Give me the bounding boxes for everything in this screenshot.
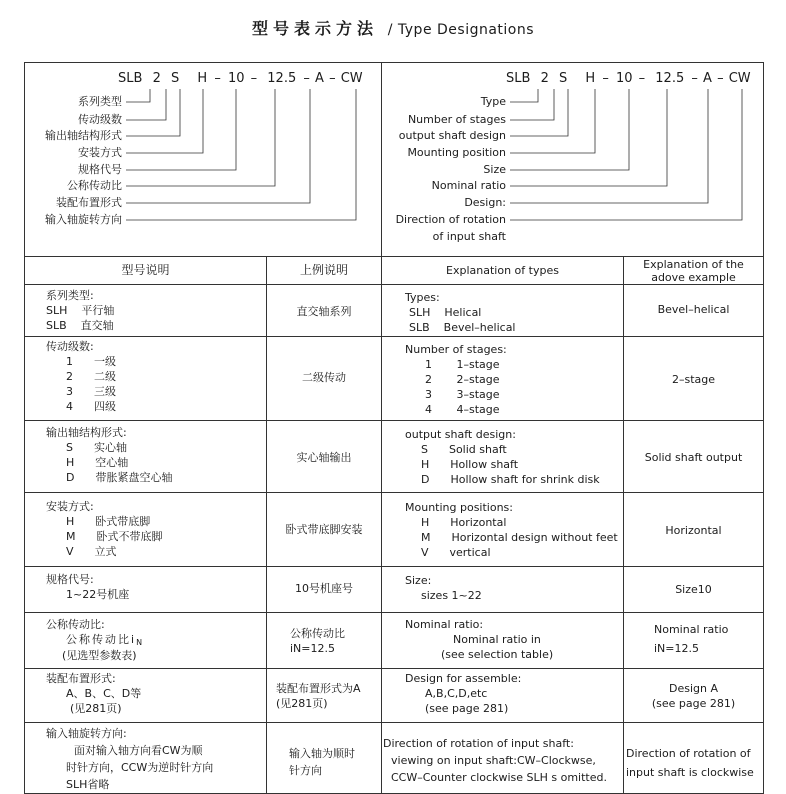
label-zh-type: 系列类型	[78, 95, 122, 108]
row2-zh-line: 2 二级	[66, 370, 116, 383]
row3-zh-desc	[46, 425, 172, 485]
code-shaft: S	[170, 71, 180, 86]
row3-zh-line: H 空心轴	[66, 456, 129, 469]
row5-zh-line: 规格代号:	[46, 573, 94, 586]
code-mounting: H	[585, 71, 596, 86]
row7-zh-example-line: (见281页)	[276, 697, 328, 710]
row3-en-line: output shaft design:	[405, 428, 516, 441]
row8-en-example-line: Direction of rotation of	[626, 747, 751, 760]
header-col3: Explanation of types	[446, 264, 559, 277]
label-en-mounting: Mounting position	[407, 146, 506, 159]
leaders-right	[510, 89, 742, 220]
row1-en-line: SLB Bevel–helical	[409, 321, 516, 334]
row4-zh-example: 卧式带底脚安装	[285, 523, 363, 536]
title-en: / Type Designations	[387, 22, 535, 38]
row6-en-example-line: Nominal ratio	[654, 623, 729, 636]
header-col1: 型号说明	[121, 263, 170, 277]
row5-en-line: Size:	[405, 574, 432, 587]
code-ratio: 12.5	[655, 71, 685, 86]
row8-en-example	[626, 744, 754, 782]
row2-zh-desc	[46, 339, 116, 414]
label-zh-ratio: 公称传动比	[67, 179, 122, 192]
row6-zh-example-line: iN=12.5	[290, 642, 335, 655]
row6-zh-desc	[46, 617, 144, 663]
code-stages: 2	[152, 71, 161, 86]
code-dash: –	[250, 71, 258, 86]
row5-en-desc	[405, 573, 482, 603]
row8-zh-example-line: 输入轴为顺时	[289, 747, 355, 760]
label-en-size: Size	[483, 163, 506, 176]
row3-en-example: Solid shaft output	[644, 451, 743, 464]
code-dash: –	[303, 71, 310, 86]
row5-en-example: Size10	[675, 583, 712, 596]
row8-zh-line: 输入轴旋转方向:	[46, 727, 127, 740]
label-en-ratio: Nominal ratio	[431, 179, 506, 192]
code-dash: –	[214, 71, 221, 86]
row8-zh-example-line: 针方向	[289, 764, 322, 777]
row6-en-line: Nominal ratio:	[405, 618, 484, 631]
row1-en-line: SLH Helical	[409, 306, 482, 319]
row3-zh-line: 输出轴结构形式:	[46, 426, 127, 439]
row7-en-line: Design for assemble:	[405, 672, 522, 685]
row8-en-line: CCW–Counter clockwise SLH s omitted.	[391, 771, 607, 784]
label-zh-stages: 传动级数	[78, 113, 122, 126]
row3-zh-line: D 带胀紧盘空心轴	[66, 471, 173, 484]
code-shaft: S	[558, 71, 568, 86]
row7-en-example-line: Design A	[668, 682, 718, 695]
row4-zh-line: 安装方式:	[46, 500, 94, 513]
row6-en-example	[654, 622, 728, 656]
code-mounting: H	[197, 71, 208, 86]
row8-zh-example	[289, 745, 355, 779]
leaders-left	[126, 89, 356, 220]
row2-en-line: 2 2–stage	[425, 373, 500, 386]
row4-en-line: H Horizontal	[421, 516, 507, 529]
row6-zh-line: 公称传动比:	[46, 618, 105, 631]
row1-zh-desc	[46, 288, 114, 333]
row8-en-desc	[383, 735, 607, 786]
row5-zh-desc	[46, 572, 129, 602]
row7-en-desc	[405, 671, 521, 716]
row3-en-line: S Solid shaft	[421, 443, 507, 456]
row8-en-example-line: input shaft is clockwise	[626, 766, 754, 779]
label-zh-size: 规格代号	[78, 163, 122, 176]
header-col2: 上例说明	[299, 263, 348, 277]
label-en-type: Type	[480, 95, 506, 108]
row2-en-line: Number of stages:	[405, 343, 507, 356]
row2-zh-line: 4 四级	[66, 400, 116, 413]
code-dash: –	[602, 71, 609, 86]
row5-zh-line: 1~22号机座	[66, 588, 130, 601]
code-series: SLB	[506, 71, 531, 86]
row6-zh-ratio-text: 公称传动比i	[66, 633, 137, 646]
row4-zh-line: M 卧式不带底脚	[66, 530, 163, 543]
row4-en-example: Horizontal	[665, 524, 722, 537]
code-dash: –	[329, 71, 336, 86]
type-code-right	[506, 71, 751, 86]
header-col4-line2: adove example	[651, 271, 736, 284]
row1-en-desc	[405, 290, 516, 335]
row7-en-line: (see page 281)	[425, 702, 509, 715]
row1-en-line: Types:	[405, 291, 440, 304]
row8-en-line: Direction of rotation of input shaft:	[383, 737, 574, 750]
row3-zh-example: 实心轴输出	[296, 451, 352, 464]
row4-en-line: Mounting positions:	[405, 501, 513, 514]
row7-en-example	[624, 681, 763, 711]
label-zh-mounting: 安装方式	[78, 146, 122, 159]
row4-en-desc	[405, 500, 618, 560]
label-en-stages: Number of stages	[407, 113, 506, 126]
code-dash: –	[691, 71, 698, 86]
row7-zh-line: (见281页)	[70, 702, 122, 715]
row4-zh-desc	[46, 499, 162, 559]
row7-zh-example-line: 装配布置形式为A	[276, 682, 361, 695]
row8-zh-line: 面对输入轴方向看CW为顺	[74, 744, 203, 757]
row2-zh-example: 二级传动	[302, 371, 346, 384]
row4-zh-line: H 卧式带底脚	[66, 515, 151, 528]
label-en-shaft: output shaft design	[398, 129, 506, 142]
row2-zh-line: 1 一级	[66, 355, 116, 368]
row1-en-example: Bevel–helical	[657, 303, 730, 316]
row4-en-line: V vertical	[421, 546, 491, 559]
code-dash: –	[717, 71, 724, 86]
title-zh: 型号表示方法	[251, 19, 378, 38]
header-col4-line1: Explanation of the	[643, 258, 744, 271]
label-en-design: Design:	[464, 196, 506, 209]
row5-zh-example: 10号机座号	[295, 582, 353, 595]
row3-en-line: H Hollow shaft	[421, 458, 519, 471]
row6-en-example-line: iN=12.5	[654, 642, 699, 655]
row6-zh-subscript: N	[136, 638, 145, 647]
row2-en-example: 2–stage	[671, 373, 716, 386]
row8-zh-line: SLH省略	[66, 778, 110, 791]
row6-en-line: (see selection table)	[441, 648, 554, 661]
row7-zh-line: A、B、C、D等	[66, 687, 142, 700]
row2-en-line: 3 3–stage	[425, 388, 500, 401]
code-size: 10	[615, 71, 633, 86]
row7-en-example-line: (see page 281)	[651, 697, 736, 710]
row4-zh-line: V 立式	[66, 545, 117, 558]
row6-zh-example-line: 公称传动比	[290, 627, 345, 640]
code-design: A	[315, 71, 324, 86]
row3-en-desc	[405, 427, 600, 487]
row1-zh-example: 直交轴系列	[296, 305, 352, 318]
code-dash: –	[638, 71, 646, 86]
type-code-left	[118, 71, 363, 86]
row2-zh-line: 传动级数:	[46, 340, 94, 353]
row1-zh-line: SLB 直交轴	[46, 319, 114, 332]
row2-en-line: 4 4–stage	[425, 403, 500, 416]
row6-en-desc	[405, 617, 553, 662]
row6-zh-line: (见选型参数表)	[62, 649, 137, 662]
code-ratio: 12.5	[267, 71, 297, 86]
code-design: A	[703, 71, 712, 86]
row7-zh-desc	[46, 671, 141, 716]
row6-zh-example	[290, 626, 345, 656]
row4-en-line: M Horizontal design without feet	[421, 531, 618, 544]
code-size: 10	[227, 71, 245, 86]
row8-zh-line: 时针方向，CCW为逆时针方向	[66, 761, 214, 774]
row8-en-line: viewing on input shaft:CW–Clockwse,	[391, 754, 596, 767]
row1-zh-line: 系列类型:	[46, 289, 94, 302]
code-direction: CW	[340, 71, 363, 86]
row7-zh-line: 装配布置形式:	[46, 672, 116, 685]
row3-en-line: D Hollow shaft for shrink disk	[421, 473, 600, 486]
label-zh-direction: 输入轴旋转方向	[45, 213, 122, 226]
row3-zh-line: S 实心轴	[66, 441, 127, 454]
row6-en-line: Nominal ratio in	[453, 633, 541, 646]
row8-zh-desc	[46, 725, 213, 793]
label-zh-design: 装配布置形式	[56, 196, 122, 209]
code-stages: 2	[540, 71, 549, 86]
label-zh-shaft: 输出轴结构形式	[45, 129, 122, 142]
row7-en-line: A,B,C,D,etc	[425, 687, 488, 700]
label-en-direction: Direction of rotation	[395, 213, 506, 226]
row7-zh-example	[276, 681, 361, 711]
row6-zh-line	[66, 632, 144, 648]
label-en-direction-2: of input shaft	[432, 230, 506, 243]
row2-zh-line: 3 三级	[66, 385, 116, 398]
row5-en-line: sizes 1~22	[421, 589, 482, 602]
row2-en-line: 1 1–stage	[425, 358, 500, 371]
row2-en-desc	[405, 342, 507, 417]
code-direction: CW	[728, 71, 751, 86]
code-series: SLB	[118, 71, 143, 86]
row1-zh-line: SLH 平行轴	[46, 304, 115, 317]
header-col4	[624, 258, 763, 284]
